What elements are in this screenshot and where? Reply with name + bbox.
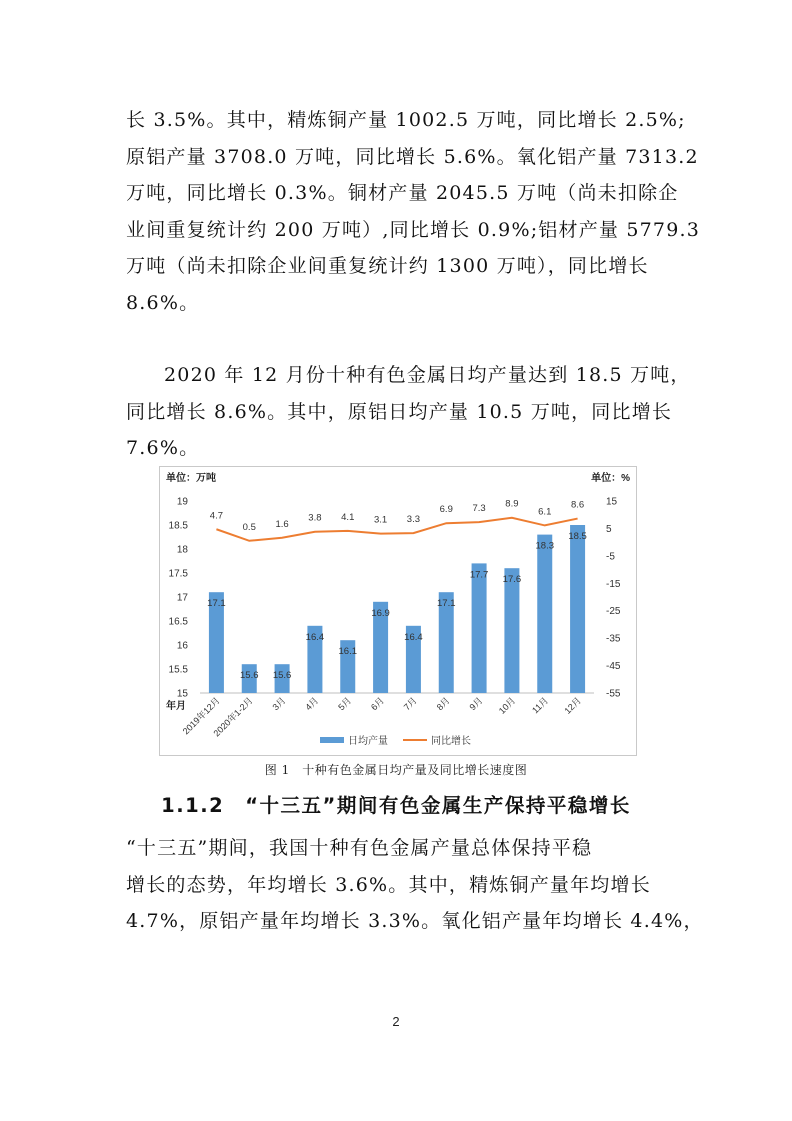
text-line: 原铝产量 3708.0 万吨，同比增长 5.6%。氧化铝产量 7313.2 [126,145,699,168]
line-data-label: 3.1 [373,514,388,526]
text-line: 增长的态势，年均增长 3.6%。其中，精炼铜产量年均增长 [126,873,651,896]
line-data-label: 4.1 [341,511,355,523]
x-tick-label: 7月 [401,695,419,713]
y-left-tick-label: 19 [176,496,188,508]
bar-12 [570,525,585,693]
figure-caption: 图 1 十种有色金属日均产量及同比增长速度图 [264,763,528,777]
x-tick-label: 2019年12月 [180,695,222,737]
line-data-label: 1.6 [275,518,289,530]
x-tick-label: 9月 [467,695,485,713]
x-tick-label: 5月 [336,695,354,713]
y-right-tick-label: -55 [606,688,621,700]
y-right-tick-label: -5 [606,551,615,563]
y-left-tick-label: 17.5 [168,568,188,580]
bar-11 [537,535,552,693]
paragraph-3 [126,830,704,940]
line-data-label: 8.9 [505,498,519,510]
x-tick-label: 6月 [369,695,386,713]
line-data-label: 8.6 [570,499,585,511]
bar-data-label: 16.9 [371,607,390,619]
text-line: 万吨（尚未扣除企业间重复统计约 1300 万吨），同比增长 [126,255,649,277]
text-line: 业间重复统计约 200 万吨）,同比增长 0.9%;铝材产量 5779.3 [126,218,701,241]
y-left-tick-label: 18 [176,544,188,556]
x-axis-title: 年月 [166,701,186,712]
text-line: 2020 年 12 月份十种有色金属日均产量达到 18.5 万吨， [164,364,691,386]
legend-line-label: 同比增长 [431,736,471,747]
line-data-label: 7.3 [472,503,486,515]
x-tick-label: 8月 [434,695,452,713]
page-number: 2 [392,1014,400,1029]
bar-data-label: 17.1 [437,598,456,610]
y-left-tick-label: 15.5 [168,664,188,676]
y-left-unit-label: 单位：万吨 [166,473,216,484]
bar-data-label: 16.1 [338,646,357,658]
text-line: 4.7%，原铝产量年均增长 3.3%。氧化铝产量年均增长 4.4%， [126,910,704,932]
y-right-tick-label: 5 [606,523,612,535]
production-chart [160,467,636,755]
y-left-tick-label: 16.5 [168,616,188,628]
y-right-tick-label: 15 [606,496,618,508]
section-heading: 1.1.2 “十三五”期间有色金属生产保持平稳增长 [161,794,631,817]
y-right-unit-label: 单位：% [591,473,630,484]
y-right-tick-label: -15 [606,578,621,590]
y-right-tick-label: -25 [606,606,621,618]
y-right-tick-label: -45 [606,661,621,673]
growth-line [216,518,577,541]
line-data-label: 0.5 [242,521,256,533]
line-data-label: 6.9 [439,504,453,516]
bar-data-label: 17.7 [469,569,489,581]
bar-data-label: 17.6 [502,574,522,586]
chart-container [159,466,637,756]
legend-bar-swatch [320,737,344,743]
paragraph-2 [126,357,691,467]
y-left-tick-label: 18.5 [168,520,188,532]
bar-data-label: 16.4 [404,631,423,643]
x-tick-label: 12月 [562,695,583,716]
bar-data-label: 18.3 [535,540,554,552]
text-line: 8.6%。 [126,291,200,314]
text-line: “十三五”期间，我国十种有色金属产量总体保持平稳 [126,837,593,859]
x-tick-label: 2020年1-2月 [211,695,255,739]
bar-9 [469,563,489,693]
text-line: 长 3.5%。其中，精炼铜产量 1002.5 万吨，同比增长 2.5%; [126,109,686,131]
paragraph-1 [126,102,701,321]
line-data-label: 3.8 [308,512,322,524]
bar-data-label: 16.4 [305,631,325,643]
y-left-tick-label: 17 [176,592,188,604]
line-data-label: 6.1 [538,506,552,518]
x-tick-label: 3月 [270,695,288,713]
y-left-tick-label: 16 [176,640,188,652]
bar-data-label: 15.6 [272,670,292,682]
bar-10 [502,568,522,693]
text-line: 同比增长 8.6%。其中，原铝日均产量 10.5 万吨，同比增长 [126,400,673,423]
y-right-tick-label: -35 [606,633,621,645]
bar-data-label: 15.6 [240,670,259,682]
x-tick-label: 4月 [303,695,321,713]
x-tick-label: 10月 [496,695,518,716]
bar-data-label: 17.1 [207,598,226,610]
y-left-tick-label: 15 [176,688,188,700]
text-line: 7.6%。 [126,437,200,459]
bar-data-label: 18.5 [568,531,587,542]
legend-bar-label: 日均产量 [348,736,388,747]
line-data-label: 4.7 [209,510,224,522]
text-line: 万吨，同比增长 0.3%。铜材产量 2045.5 万吨（尚未扣除企 [126,182,679,204]
line-data-label: 3.3 [406,514,421,526]
x-tick-label: 11月 [530,695,551,716]
